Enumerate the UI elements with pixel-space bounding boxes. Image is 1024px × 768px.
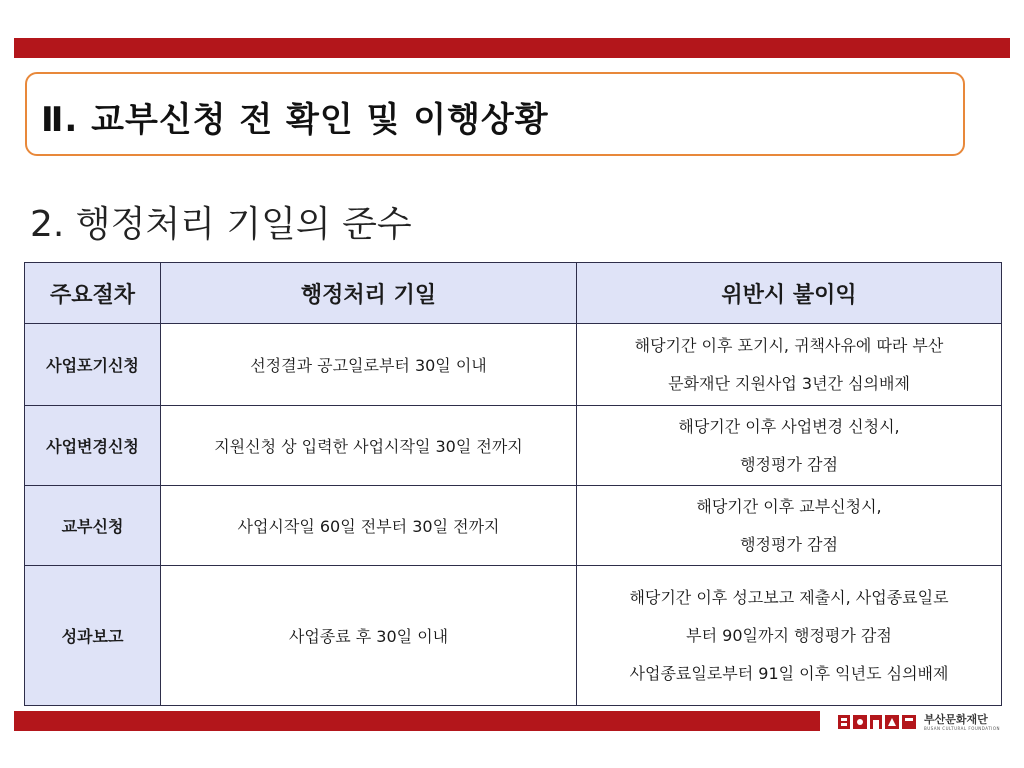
penalty-line: 해당기간 이후 포기시, 귀책사유에 따라 부산 — [634, 335, 944, 355]
bottom-red-bar — [14, 711, 820, 731]
step-cell: 사업포기신청 — [25, 324, 161, 406]
step-cell: 사업변경신청 — [25, 406, 161, 486]
penalty-line: 문화재단 지원사업 3년간 심의배제 — [668, 373, 910, 393]
penalty-line: 해당기간 이후 교부신청시, — [696, 496, 882, 516]
logo-name: 부산문화재단 — [924, 712, 988, 726]
deadline-cell: 지원신청 상 입력한 사업시작일 30일 전까지 — [161, 406, 577, 486]
table-header-row — [25, 263, 1002, 324]
deadline-cell: 선정결과 공고일로부터 30일 이내 — [161, 324, 577, 406]
table-row — [25, 486, 1002, 566]
top-red-bar — [14, 38, 1010, 58]
deadline-cell: 사업종료 후 30일 이내 — [161, 566, 577, 706]
penalty-line: 부터 90일까지 행정평가 감점 — [686, 625, 892, 645]
penalty-cell — [577, 566, 1002, 706]
title-box — [25, 72, 965, 156]
foundation-logo — [838, 709, 1013, 735]
penalty-line: 해당기간 이후 성고보고 제출시, 사업종료일로 — [629, 587, 949, 607]
process-table — [24, 262, 1002, 706]
logo-text — [924, 714, 1000, 731]
header-penalty: 위반시 불이익 — [577, 263, 1002, 324]
penalty-line: 행정평가 감점 — [740, 454, 838, 474]
penalty-cell — [577, 324, 1002, 406]
table-row — [25, 406, 1002, 486]
penalty-line: 행정평가 감점 — [740, 534, 838, 554]
slide-subtitle: 2. 행정처리 기일의 준수 — [30, 204, 412, 245]
step-cell: 성과보고 — [25, 566, 161, 706]
deadline-cell: 사업시작일 60일 전부터 30일 전까지 — [161, 486, 577, 566]
logo-english: BUSAN CULTURAL FOUNDATION — [924, 725, 1000, 731]
step-cell: 교부신청 — [25, 486, 161, 566]
slide-title: Ⅱ. 교부신청 전 확인 및 이행상황 — [41, 100, 549, 140]
penalty-line: 사업종료일로부터 91일 이후 익년도 심의배제 — [629, 663, 949, 683]
table-row — [25, 566, 1002, 706]
header-step: 주요절차 — [25, 263, 161, 324]
penalty-line: 해당기간 이후 사업변경 신청시, — [678, 416, 900, 436]
penalty-cell — [577, 486, 1002, 566]
header-deadline: 행정처리 기일 — [161, 263, 577, 324]
penalty-cell — [577, 406, 1002, 486]
busan-logo-icon — [838, 712, 918, 732]
table-row — [25, 324, 1002, 406]
